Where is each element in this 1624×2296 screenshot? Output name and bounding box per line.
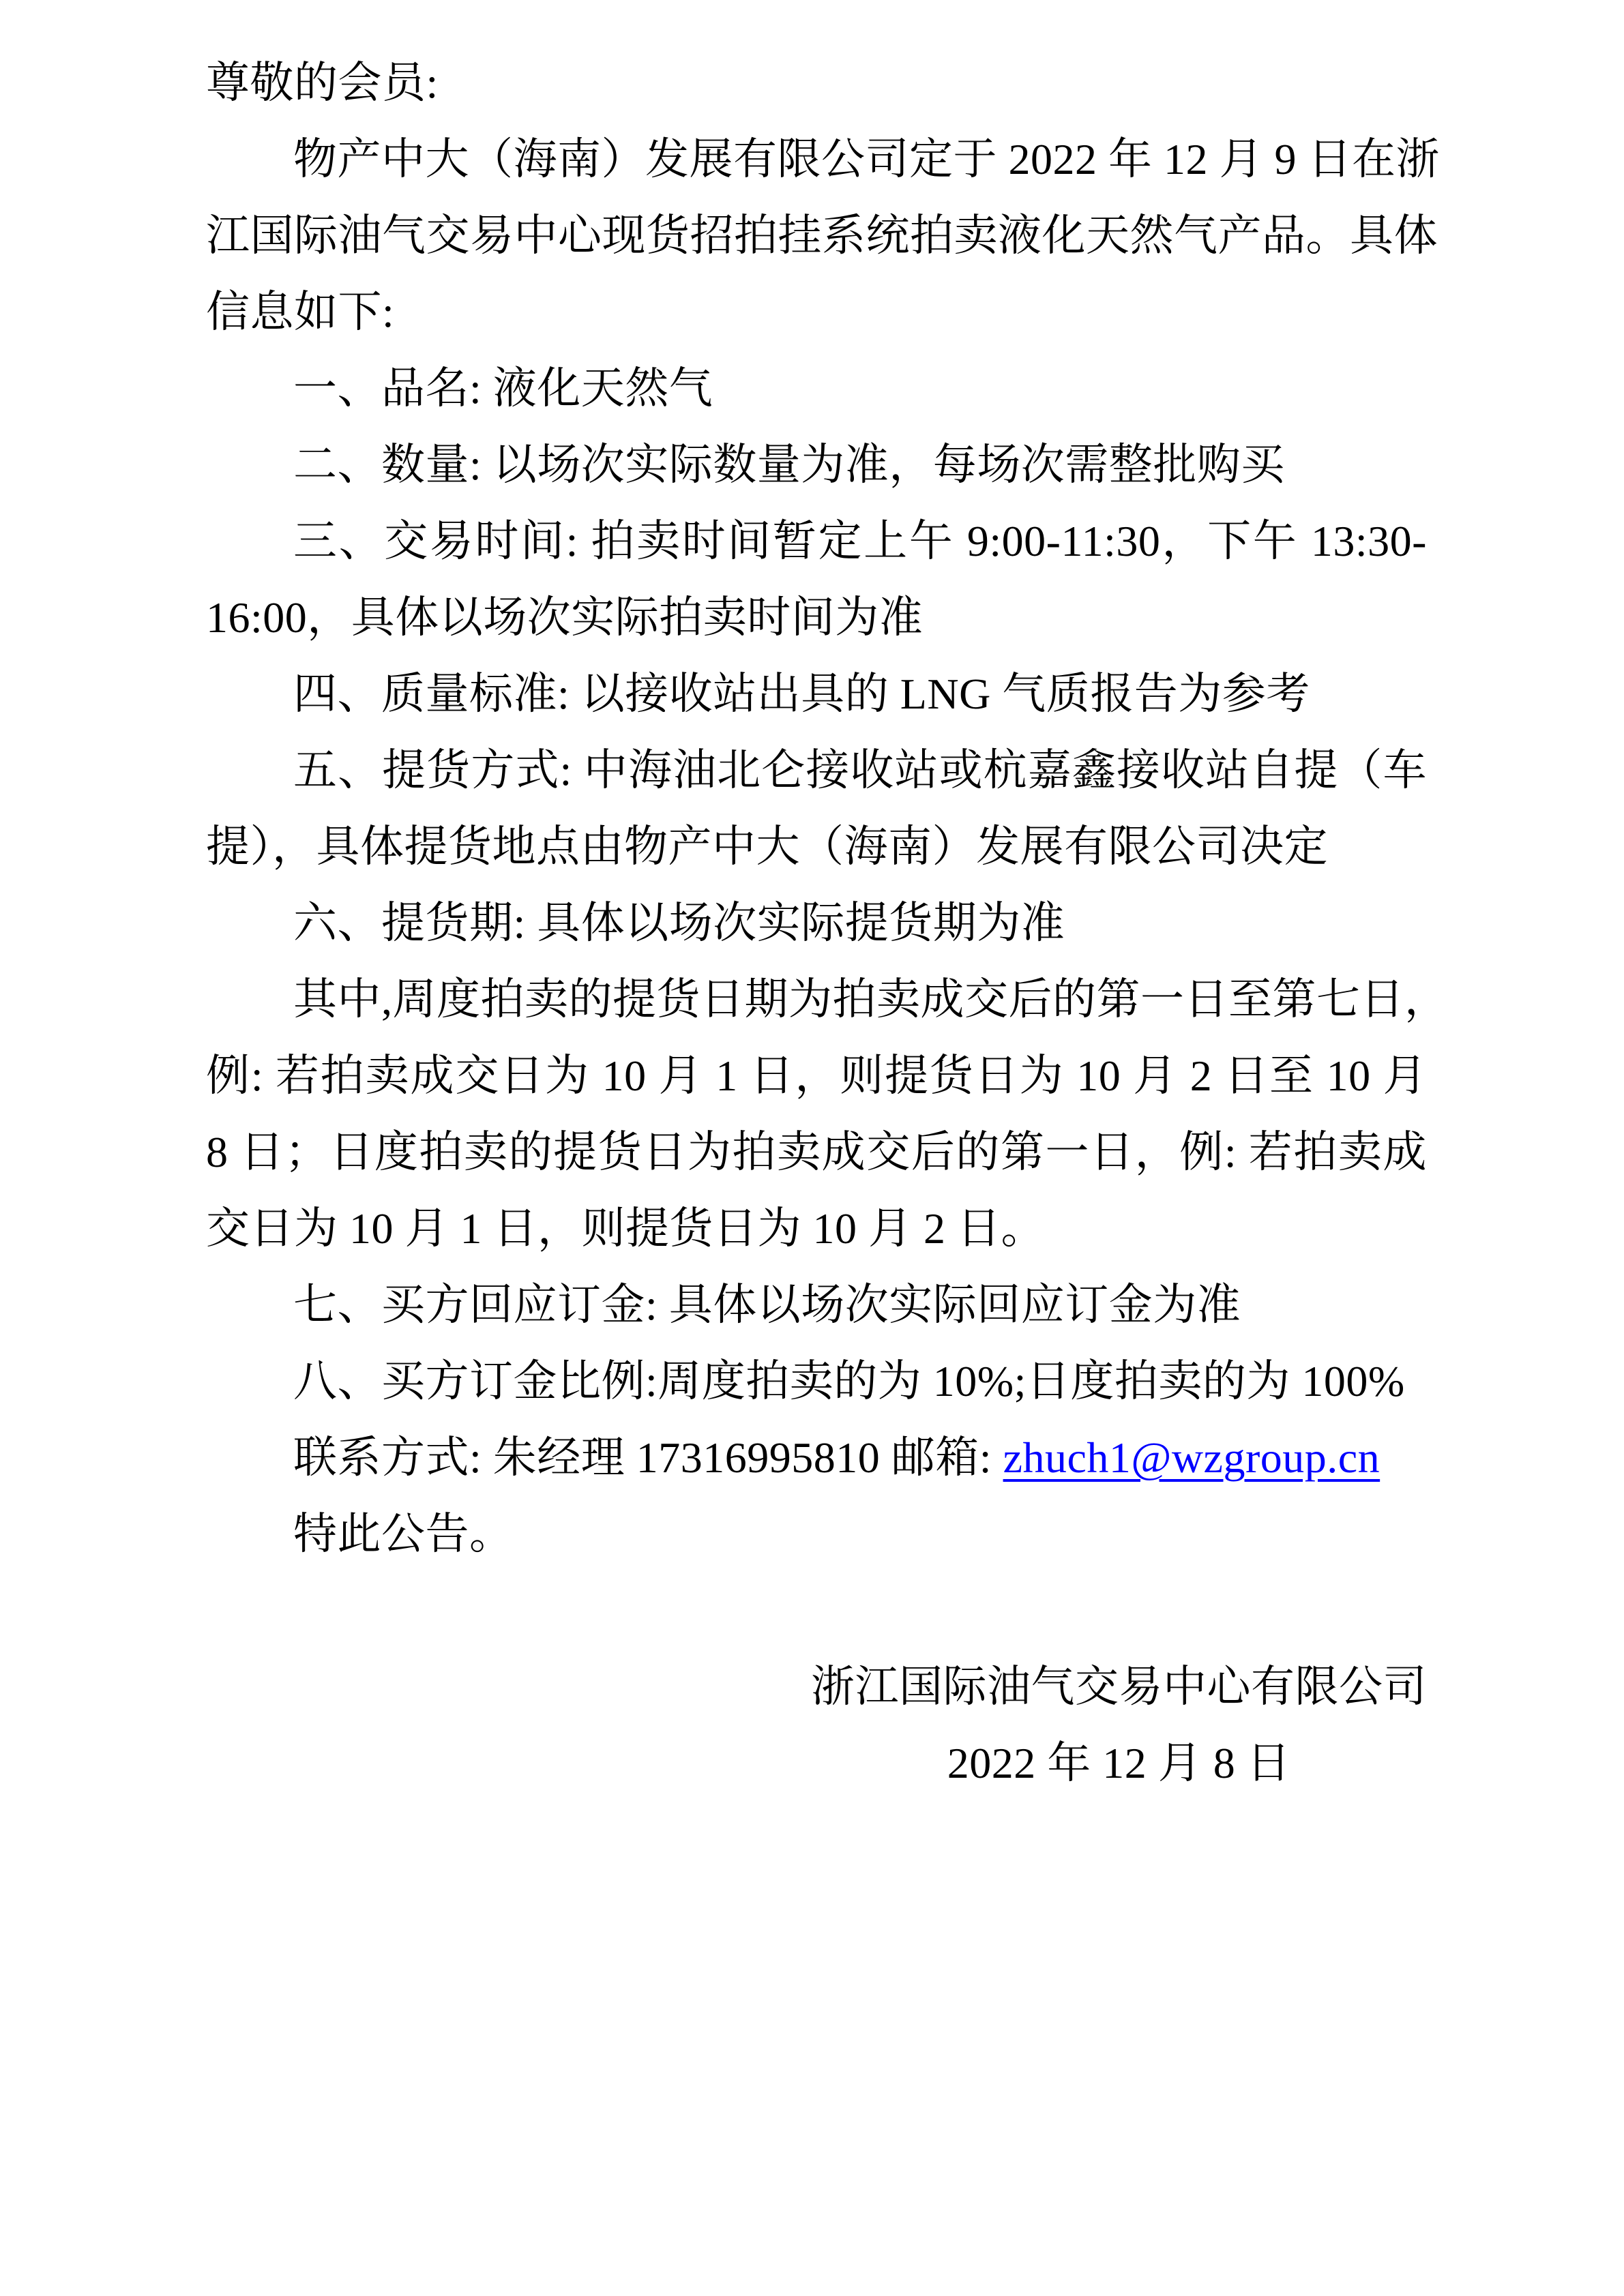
item-4-quality-standard: 四、质量标准: 以接收站出具的 LNG 气质报告为参考 <box>293 670 1310 718</box>
spacer <box>206 1572 1427 1649</box>
item-2-quantity: 二、数量: 以场次实际数量为准，每场次需整批购买 <box>293 441 1285 489</box>
pickup-period-note-line-3: 8 日；日度拍卖的提货日为拍卖成交后的第一日，例: 若拍卖成 <box>206 1128 1427 1176</box>
salutation: 尊敬的会员: <box>206 59 439 107</box>
contact-line <box>206 1420 1427 1496</box>
intro-paragraph-line-1: 物产中大（海南）发展有限公司定于 2022 年 12 月 9 日在浙 <box>293 135 1440 183</box>
item-3-trading-time-line-2: 16:00，具体以场次实际拍卖时间为准 <box>206 593 924 642</box>
signature-company: 浙江国际油气交易中心有限公司 <box>811 1663 1427 1711</box>
item-7-response-deposit: 七、买方回应订金: 具体以场次实际回应订金为准 <box>293 1281 1241 1329</box>
pickup-period-note-line-1: 其中,周度拍卖的提货日期为拍卖成交后的第一日至第七日， <box>293 975 1449 1024</box>
signature-inner <box>811 1649 1427 1802</box>
announcement-body <box>206 45 1449 1802</box>
signature-date: 2022 年 12 月 8 日 <box>947 1739 1291 1787</box>
item-5-pickup-method-line-1: 五、提货方式: 中海油北仑接收站或杭嘉鑫接收站自提（车 <box>293 746 1427 794</box>
item-8-deposit-ratio: 八、买方订金比例:周度拍卖的为 10%;日度拍卖的为 100% <box>293 1357 1405 1405</box>
item-6-pickup-period: 六、提货期: 具体以场次实际提货期为准 <box>293 899 1065 947</box>
intro-paragraph-line-2: 江国际油气交易中心现货招拍挂系统拍卖液化天然气产品。具体 <box>206 211 1438 260</box>
closing-line: 特此公告。 <box>293 1510 514 1558</box>
contact-text: 联系方式: 朱经理 17316995810 邮箱: <box>293 1433 1003 1482</box>
item-5-pickup-method-line-2: 提），具体提货地点由物产中大（海南）发展有限公司决定 <box>206 822 1328 871</box>
pickup-period-note-line-2: 例: 若拍卖成交日为 10 月 1 日，则提货日为 10 月 2 日至 10 月 <box>206 1052 1427 1100</box>
item-3-trading-time-line-1: 三、交易时间: 拍卖时间暂定上午 9:00-11:30，下午 13:30- <box>293 517 1427 565</box>
pickup-period-note-line-4: 交日为 10 月 1 日，则提货日为 10 月 2 日。 <box>206 1204 1045 1253</box>
item-1-product-name: 一、品名: 液化天然气 <box>293 364 713 413</box>
signature-block <box>206 1649 1427 1802</box>
email-link[interactable]: zhuch1@wzgroup.cn <box>1003 1433 1381 1482</box>
intro-paragraph-line-3: 信息如下: <box>206 288 395 336</box>
